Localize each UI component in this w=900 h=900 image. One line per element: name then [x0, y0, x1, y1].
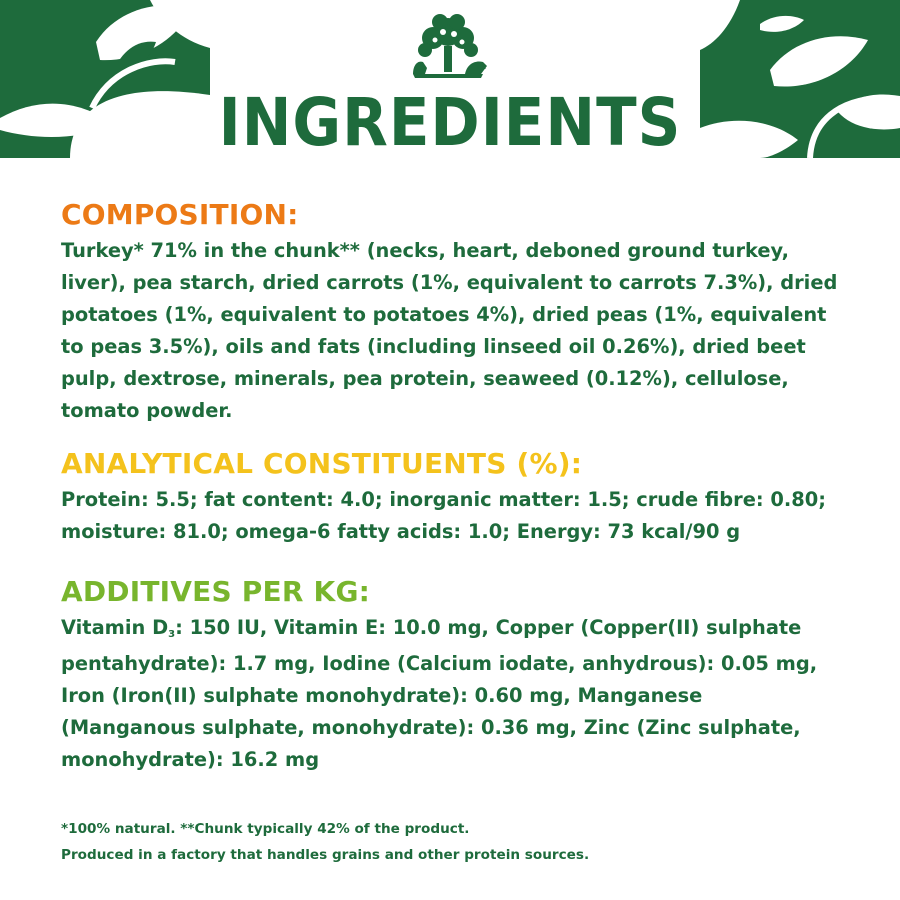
page-title: INGREDIENTS	[218, 84, 682, 161]
text-line: pentahydrate): 1.7 mg, Iodine (Calcium iodate, anhydrous): 0.05 mg,	[61, 652, 818, 675]
composition-heading: COMPOSITION:	[61, 198, 299, 231]
text-line: tomato powder.	[61, 399, 233, 422]
footnote-factory: Produced in a factory that handles grains and other protein sources.	[61, 847, 590, 863]
additives-text	[61, 612, 861, 776]
text-line: to peas 3.5%), oils and fats (including linseed oil 0.26%), dried beet	[61, 335, 806, 358]
text-line: Turkey* 71% in the chunk** (necks, heart, deboned ground turkey,	[61, 239, 790, 262]
subscript-three: 3	[168, 629, 176, 640]
additives-heading: ADDITIVES PER KG:	[61, 575, 371, 608]
footnote-natural: *100% natural. **Chunk typically 42% of the product.	[61, 821, 470, 837]
composition-text	[61, 235, 861, 427]
text-line	[61, 612, 861, 648]
text-line-rest: : 150 IU, Vitamin E: 10.0 mg, Copper (Copper(II) sulphate	[175, 616, 802, 639]
analytical-constituents-heading: ANALYTICAL CONSTITUENTS (%):	[61, 447, 583, 480]
additives-section	[61, 574, 861, 776]
composition-section	[61, 197, 861, 427]
analytical-constituents-section	[61, 446, 861, 548]
text-line: potatoes (1%, equivalent to potatoes 4%), dried peas (1%, equivalent	[61, 303, 827, 326]
text-line: pulp, dextrose, minerals, pea protein, seaweed (0.12%), cellulose,	[61, 367, 789, 390]
trademark-mark: TM	[476, 64, 487, 71]
text-line: Protein: 5.5; fat content: 4.0; inorganic matter: 1.5; crude fibre: 0.80;	[61, 488, 826, 511]
text-line: monohydrate): 16.2 mg	[61, 748, 320, 771]
tree-with-cat-and-dog-logo-icon	[405, 10, 491, 82]
text-line: (Manganous sulphate, monohydrate): 0.36 mg, Zinc (Zinc sulphate,	[61, 716, 801, 739]
vitamin-d-label: Vitamin D	[61, 616, 169, 639]
text-line: liver), pea starch, dried carrots (1%, equivalent to carrots 7.3%), dried	[61, 271, 838, 294]
footnotes	[61, 816, 861, 868]
text-line: Iron (Iron(II) sulphate monohydrate): 0.60 mg, Manganese	[61, 684, 703, 707]
text-line: moisture: 81.0; omega-6 fatty acids: 1.0; Energy: 73 kcal/90 g	[61, 520, 741, 543]
analytical-constituents-text	[61, 484, 861, 548]
